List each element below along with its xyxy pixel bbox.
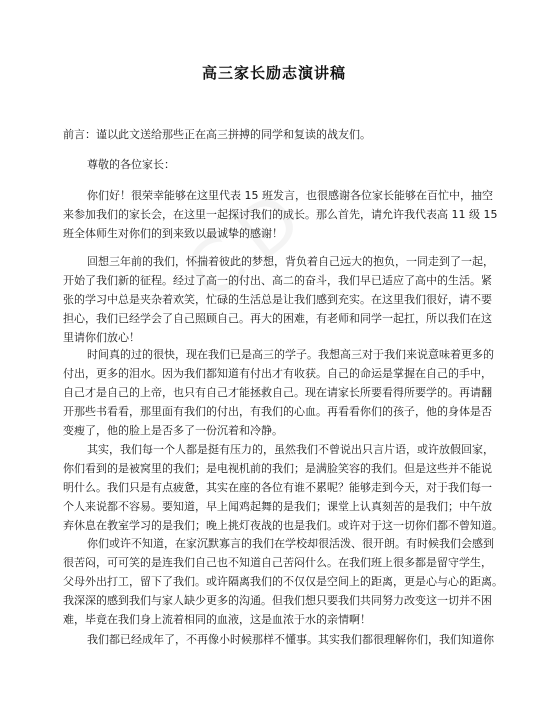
paragraph-4-line-2: 你们看到的是被窝里的我们；是电视机前的我们；是满脸笑容的我们。但是这些并不能说	[63, 462, 492, 475]
paragraph-3-line-5: 变瘦了，他的脸上是否多了一份沉着和冷静。	[63, 424, 283, 437]
paragraph-6-line-1: 我们都已经成年了，不再像小时候那样不懂事。其实我们都很理解你们，我们知道你	[87, 633, 494, 646]
paragraph-5-line-4: 我深深的感到我们与家人缺少更多的沟通。但我们想只要我们共同努力改变这一切并不困	[63, 594, 492, 607]
paragraph-2-line-3: 张的学习中总是夹杂着欢笑，忙碌的生活总是让我们感到充实。在这里我们很好，请不要	[63, 293, 492, 306]
paragraph-2-line-1: 回想三年前的我们，怀揣着彼此的梦想，背负着自己远大的抱负，一同走到了一起，	[87, 255, 494, 268]
paragraph-4-line-1: 其实，我们每一个人都是挺有压力的，虽然我们不曾说出只言片语，或许放假回家，	[87, 443, 494, 456]
paragraph-4-line-5: 弃休息在教室学习的是我们；晚上挑灯夜战的也是我们。或许对于这一切你们都不曾知道。	[63, 519, 503, 532]
paragraph-1-line-3: 班全体师生对你们的到来致以最诚挚的感谢！	[63, 227, 283, 240]
paragraph-3-line-1: 时间真的过的很快，现在我们已是高三的学子。我想高三对于我们来说意味着更多的	[87, 348, 494, 361]
paragraph-5-line-2: 很苦闷，可可笑的是连我们自己也不知道自己苦闷什么。在我们班上很多都是留守学生，	[63, 556, 492, 569]
salutation-text: 尊敬的各位家长：	[87, 158, 175, 171]
paragraph-4-line-3: 明什么。我们只是有点疲惫，其实在座的各位有谁不累呢？能够走到今天，对于我们每一	[63, 481, 492, 494]
paragraph-4-line-4: 个人来说都不容易。要知道，早上闻鸡起舞的是我们；课堂上认真刻苦的是我们；中午放	[63, 500, 492, 513]
paragraph-2-line-2: 开始了我们新的征程。经过了高一的付出、高二的奋斗，我们早已适应了高中的生活。紧	[63, 274, 492, 287]
paragraph-2-line-5: 里请你们放心！	[63, 331, 140, 344]
paragraph-1-line-2: 来参加我们的家长会，在这里一起探讨我们的成长。那么首先，请允许我代表高 11 级 15	[63, 208, 498, 221]
paragraph-5-line-5: 难，毕竟在我们身上流着相同的血液，这是血浓于水的亲情啊！	[63, 613, 371, 626]
paragraph-2-line-4: 担心，我们已经学会了自己照顾自己。再大的困难，有老师和同学一起扛，所以我们在这	[63, 312, 492, 325]
document-title: 高三家长励志演讲稿	[201, 64, 346, 82]
paragraph-3-line-2: 付出，更多的泪水。因为我们都知道有付出才有收获。自己的命运是掌握在自己的手中，	[63, 367, 492, 380]
paragraph-3-line-3: 自己才是自己的上帝，也只有自己才能拯救自己。现在请家长所要看得所要学的。再请翻	[63, 386, 492, 399]
preface-text: 前言：谨以此文送给那些正在高三拼搏的同学和复读的战友们。	[63, 128, 371, 141]
paragraph-5-line-1: 你们或许不知道，在家沉默寡言的我们在学校却很活泼、很开朗。有时候我们会感到	[87, 537, 494, 550]
paragraph-5-line-3: 父母外出打工，留下了我们。或许隔离我们的不仅仅是空间上的距离，更是心与心的距离。	[63, 575, 503, 588]
paragraph-3-line-4: 开那些书看看，那里面有我们的付出，有我们的心血。再看看你们的孩子，他的身体是否	[63, 405, 492, 418]
paragraph-1-line-1: 你们好！很荣幸能够在这里代表 15 班发言，也很感谢各位家长能够在百忙中，抽空	[87, 189, 493, 202]
